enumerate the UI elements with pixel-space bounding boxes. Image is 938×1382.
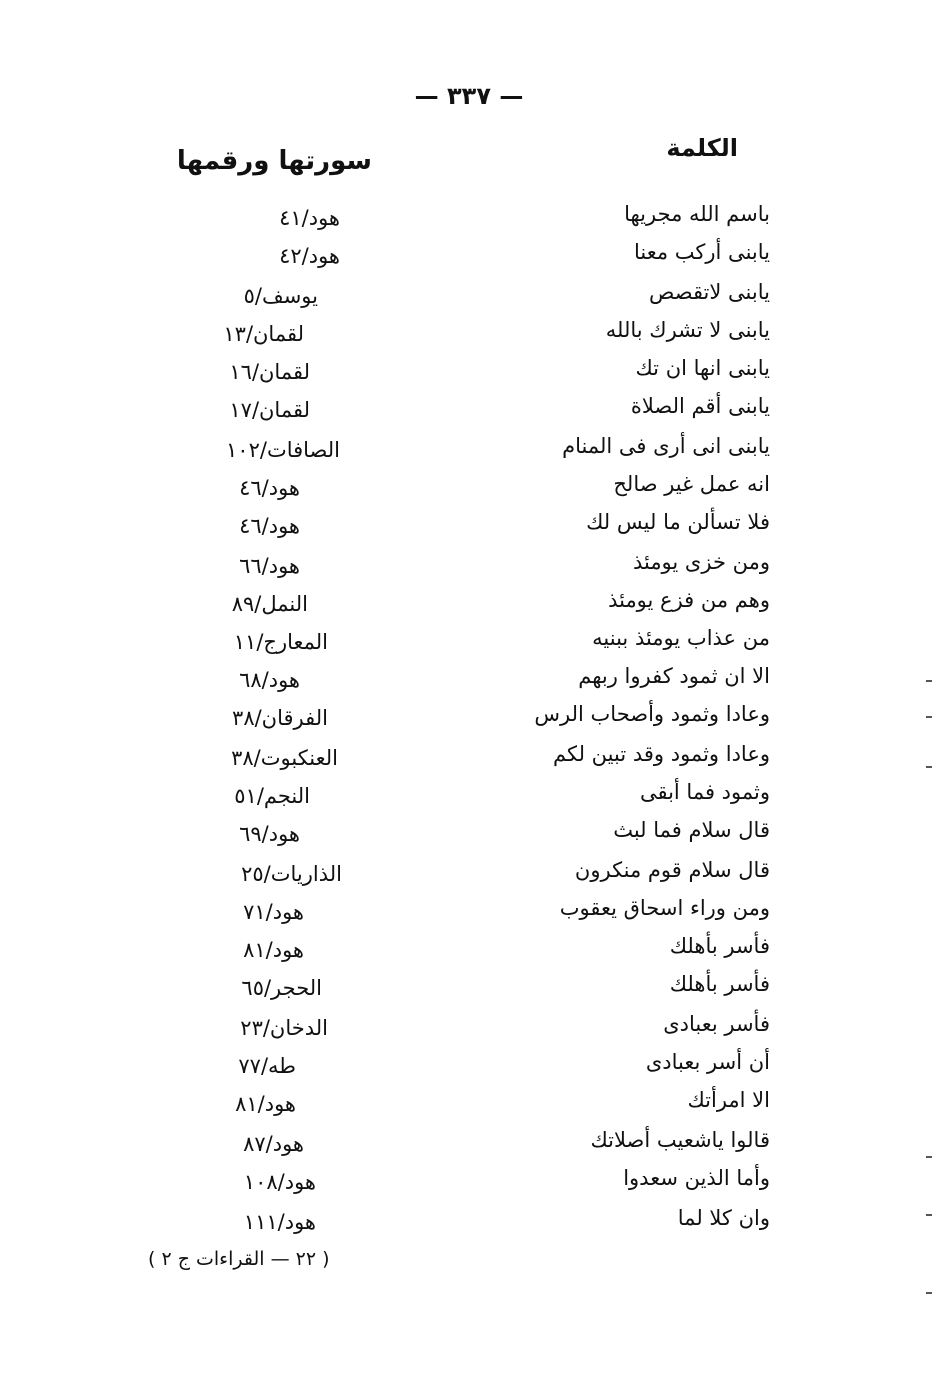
word-cell: يابنى لا تشرك بالله — [605, 318, 770, 342]
table-row — [0, 858, 938, 896]
surah-ref: هود/١٠٨ — [243, 1170, 316, 1194]
surah-ref: هود/٦٦ — [239, 554, 300, 578]
table-row — [0, 1206, 938, 1244]
surah-ref: لقمان/١٦ — [229, 360, 310, 384]
table-row — [0, 356, 938, 394]
table-row — [0, 972, 938, 1010]
table-row — [0, 702, 938, 740]
word-cell: وعادا وثمود وقد تبين لكم — [553, 742, 770, 766]
margin-mark — [926, 1156, 932, 1158]
surah-ref: هود/٤٦ — [239, 514, 300, 538]
table-row — [0, 588, 938, 626]
table-row — [0, 240, 938, 278]
table-row — [0, 934, 938, 972]
word-cell: وهم من فزع يومئذ — [608, 588, 770, 612]
word-cell: باسم الله مجريها — [624, 202, 770, 226]
word-cell: الا امرأتك — [687, 1088, 770, 1112]
word-cell: يابنى انى أرى فى المنام — [562, 434, 770, 458]
word-cell: قال سلام فما لبث — [613, 818, 770, 842]
word-cell: فأسر بأهلك — [669, 972, 770, 996]
word-cell: وان كلا لما — [677, 1206, 770, 1230]
word-cell: ومن خزى يومئذ — [632, 550, 770, 574]
surah-ref: هود/٦٩ — [239, 822, 300, 846]
word-cell: وثمود فما أبقى — [639, 780, 770, 804]
surah-ref: الدخان/٢٣ — [240, 1016, 328, 1040]
footer-signature: ( ٢٢ — القراءات ج ٢ ) — [148, 1248, 330, 1270]
word-cell: يابنى لاتقصص — [649, 280, 770, 304]
margin-mark — [926, 680, 932, 682]
word-cell: أن أسر بعبادى — [645, 1050, 770, 1074]
surah-ref: لقمان/١٧ — [229, 398, 310, 422]
table-row — [0, 780, 938, 818]
surah-ref: هود/٤٦ — [239, 476, 300, 500]
table-row — [0, 1088, 938, 1126]
surah-ref: طه/٧٧ — [238, 1054, 296, 1078]
word-cell: فأسر بعبادى — [663, 1012, 770, 1036]
table-row — [0, 1166, 938, 1204]
surah-ref: يوسف/٥ — [243, 284, 318, 308]
table-row — [0, 818, 938, 856]
table-row — [0, 1050, 938, 1088]
table-row — [0, 1128, 938, 1166]
margin-mark — [926, 716, 932, 718]
table-row — [0, 202, 938, 240]
surah-ref: هود/٨٧ — [243, 1132, 304, 1156]
word-cell: وأما الذين سعدوا — [623, 1166, 770, 1190]
table-row — [0, 318, 938, 356]
surah-ref: هود/١١١ — [243, 1210, 316, 1234]
surah-ref: هود/٨١ — [235, 1092, 296, 1116]
table-row — [0, 742, 938, 780]
table-row — [0, 394, 938, 432]
surah-ref: لقمان/١٣ — [223, 322, 304, 346]
page-number: — ٣٣٧ — — [414, 82, 524, 110]
surah-ref: العنكبوت/٣٨ — [231, 746, 338, 770]
table-row — [0, 550, 938, 588]
word-cell: انه عمل غير صالح — [613, 472, 770, 496]
table-row — [0, 510, 938, 548]
table-row — [0, 1012, 938, 1050]
word-cell: فلا تسألن ما ليس لك — [586, 510, 770, 534]
table-row — [0, 664, 938, 702]
margin-mark — [926, 1292, 932, 1294]
surah-ref: الحجر/٦٥ — [241, 976, 322, 1000]
table-row — [0, 280, 938, 318]
word-cell: يابنى أركب معنا — [634, 240, 770, 264]
surah-ref: النجم/٥١ — [234, 784, 310, 808]
surah-ref: هود/٨١ — [243, 938, 304, 962]
header-surah: سورتها ورقمها — [176, 146, 372, 176]
table-row — [0, 896, 938, 934]
surah-ref: هود/٤١ — [279, 206, 340, 230]
word-cell: قال سلام قوم منكرون — [574, 858, 770, 882]
header-word: الكلمة — [666, 134, 738, 162]
word-cell: من عذاب يومئذ ببنيه — [592, 626, 770, 650]
table-row — [0, 626, 938, 664]
word-cell: ومن وراء اسحاق يعقوب — [559, 896, 770, 920]
surah-ref: هود/٤٢ — [279, 244, 340, 268]
word-cell: الا ان ثمود كفروا ربهم — [578, 664, 770, 688]
word-cell: وعادا وثمود وأصحاب الرس — [534, 702, 770, 726]
surah-ref: الفرقان/٣٨ — [232, 706, 328, 730]
word-cell: فأسر بأهلك — [669, 934, 770, 958]
word-cell: يابنى انها ان تك — [635, 356, 770, 380]
table-row — [0, 434, 938, 472]
margin-mark — [926, 1214, 932, 1216]
surah-ref: المعارج/١١ — [233, 630, 328, 654]
surah-ref: النمل/٨٩ — [231, 592, 308, 616]
word-cell: قالوا ياشعيب أصلاتك — [590, 1128, 770, 1152]
surah-ref: الصافات/١٠٢ — [226, 438, 340, 462]
surah-ref: الذاريات/٢٥ — [241, 862, 342, 886]
margin-mark — [926, 766, 932, 768]
word-cell: يابنى أقم الصلاة — [630, 394, 770, 418]
surah-ref: هود/٧١ — [243, 900, 304, 924]
surah-ref: هود/٦٨ — [239, 668, 300, 692]
table-row — [0, 472, 938, 510]
